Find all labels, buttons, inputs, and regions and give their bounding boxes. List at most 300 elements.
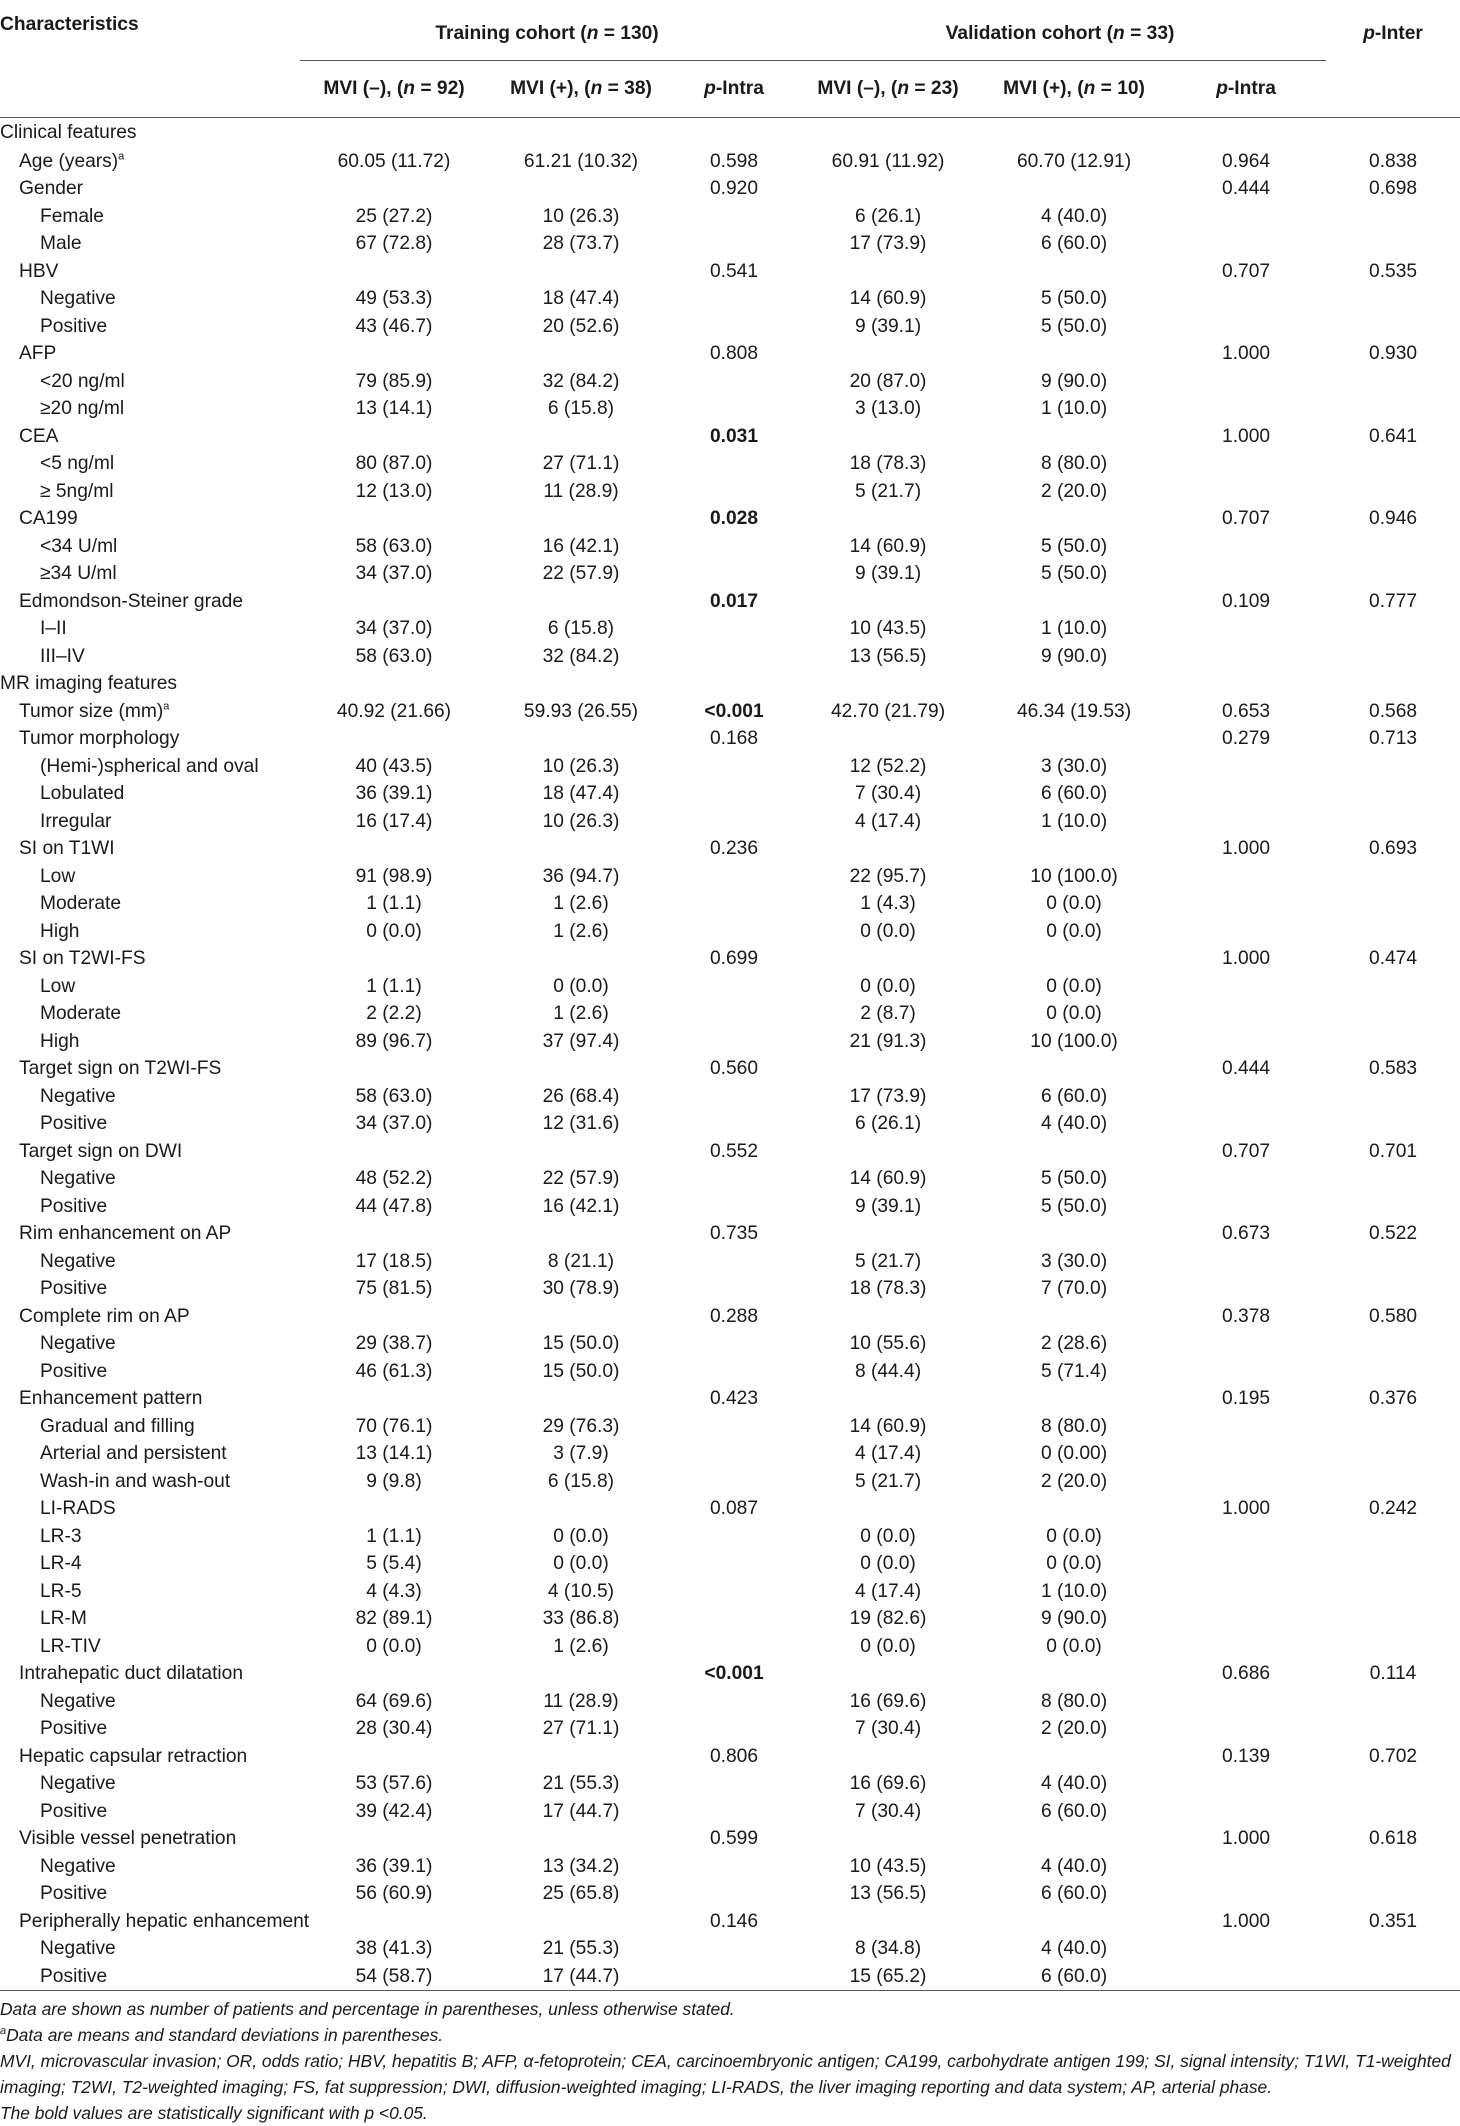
cell-col-6 [1166, 313, 1326, 341]
cell-col-7 [1326, 1578, 1460, 1606]
cell-col-6: 0.673 [1222, 1223, 1271, 1245]
cell-col-5: 5 (50.0) [1040, 1195, 1108, 1217]
row-label: CEA [19, 425, 59, 447]
table-row [0, 1853, 1460, 1881]
row-label: Complete rim on AP [19, 1305, 190, 1327]
cell-col-2: 10 (26.3) [542, 810, 620, 832]
cell-col-4 [794, 258, 982, 286]
cell-col-7 [1326, 891, 1460, 919]
cell-col-5: 5 (50.0) [1040, 315, 1108, 337]
cell-col-3 [674, 753, 794, 781]
cell-col-7: 0.114 [1369, 1663, 1417, 1685]
cell-col-2: 15 (50.0) [542, 1333, 620, 1355]
cell-col-4: 0 (0.0) [860, 1553, 916, 1575]
cell-col-7 [1326, 1523, 1460, 1551]
cell-col-3: 0.236 [710, 838, 759, 860]
cell-col-2: 0 (0.0) [553, 1525, 609, 1547]
cell-col-7 [1326, 1468, 1460, 1496]
cell-col-7: 0.701 [1369, 1140, 1418, 1162]
cell-col-5: 0 (0.00) [1040, 1443, 1108, 1465]
cell-col-2: 17 (44.7) [542, 1800, 620, 1822]
table-row [0, 1688, 1460, 1716]
cell-col-6 [1166, 808, 1326, 836]
cell-col-2: 61.21 (10.32) [523, 150, 639, 172]
row-label: Negative [40, 1250, 116, 1272]
cell-col-2: 6 (15.8) [547, 618, 615, 640]
cell-col-7 [1326, 1248, 1460, 1276]
table-row [0, 258, 1460, 286]
cell-col-6 [1166, 1963, 1326, 1991]
cell-col-1: 1 (1.1) [366, 975, 422, 997]
cell-col-2: 30 (78.9) [542, 1278, 620, 1300]
cell-col-5: 60.70 (12.91) [1016, 150, 1132, 172]
cell-col-6 [1166, 1716, 1326, 1744]
cell-col-5: 0 (0.0) [1046, 893, 1102, 915]
cell-col-7 [1326, 616, 1460, 644]
cell-col-6 [1166, 1331, 1326, 1359]
cell-col-2 [488, 1908, 674, 1936]
cell-col-4 [794, 117, 982, 148]
cell-col-3 [674, 1578, 794, 1606]
cell-col-1: 34 (37.0) [355, 618, 433, 640]
table-row [0, 1716, 1460, 1744]
table-row [0, 451, 1460, 479]
cell-col-5: 0 (0.0) [1046, 920, 1102, 942]
row-label: Gradual and filling [40, 1415, 195, 1437]
table-row [0, 863, 1460, 891]
cell-col-6 [1166, 1276, 1326, 1304]
cell-col-3 [674, 973, 794, 1001]
cell-col-7 [1326, 478, 1460, 506]
cell-col-5 [982, 1661, 1166, 1689]
table-row [0, 726, 1460, 754]
cell-col-6 [1166, 781, 1326, 809]
cell-col-1: 9 (9.8) [366, 1470, 422, 1492]
cell-col-4: 14 (60.9) [849, 1168, 927, 1190]
row-label: Arterial and persistent [40, 1443, 227, 1465]
cell-col-3 [674, 478, 794, 506]
cell-col-4: 42.70 (21.79) [830, 700, 946, 722]
cell-col-6: 0.707 [1222, 1140, 1271, 1162]
row-label: Gender [19, 178, 83, 200]
cell-col-6 [1166, 918, 1326, 946]
cell-col-4: 7 (30.4) [854, 1800, 922, 1822]
cell-col-5: 0 (0.0) [1046, 1635, 1102, 1657]
cell-col-7: 0.618 [1369, 1828, 1418, 1850]
cell-col-1: 44 (47.8) [355, 1195, 433, 1217]
footnote: Data are shown as number of patients and percentage in parentheses, unless otherwise stated. [0, 1999, 735, 2019]
cell-col-1: 48 (52.2) [355, 1168, 433, 1190]
cell-col-5: 2 (28.6) [1040, 1333, 1108, 1355]
table-row [0, 1331, 1460, 1359]
row-label: Low [40, 865, 76, 887]
cell-col-2: 21 (55.3) [542, 1773, 620, 1795]
row-label: <34 U/ml [40, 535, 118, 557]
table-row [0, 286, 1460, 314]
cell-col-1: 53 (57.6) [355, 1773, 433, 1795]
cell-col-3 [674, 1413, 794, 1441]
cell-col-3 [674, 286, 794, 314]
cell-col-4 [794, 176, 982, 204]
cell-col-3 [674, 891, 794, 919]
row-label: Rim enhancement on AP [19, 1223, 232, 1245]
row-label: Positive [40, 1360, 108, 1382]
cell-col-5: 4 (40.0) [1040, 1938, 1108, 1960]
cell-col-5: 10 (100.0) [1030, 865, 1118, 887]
cell-col-5 [982, 588, 1166, 616]
table-row [0, 1881, 1460, 1909]
cell-col-6 [1166, 671, 1326, 699]
table-row [0, 1743, 1460, 1771]
cell-col-3 [674, 781, 794, 809]
cell-col-1: 58 (63.0) [355, 645, 433, 667]
subheader-col-1: MVI (–), (n = 92) [300, 60, 488, 117]
cell-col-6 [1166, 1881, 1326, 1909]
cell-col-2: 33 (86.8) [542, 1608, 620, 1630]
cell-col-1: 56 (60.9) [355, 1883, 433, 1905]
cell-col-1 [300, 671, 488, 699]
subheader-col-3: p-Intra [674, 60, 794, 117]
cell-col-1: 58 (63.0) [355, 1085, 433, 1107]
row-label: Edmondson-Steiner grade [19, 590, 243, 612]
cell-col-3 [674, 1853, 794, 1881]
cell-col-3 [674, 808, 794, 836]
cell-col-6: 1.000 [1222, 838, 1271, 860]
cell-col-2: 22 (57.9) [542, 563, 620, 585]
subheader-col-2: MVI (+), (n = 38) [488, 60, 674, 117]
cell-col-6 [1166, 117, 1326, 148]
row-label: HBV [19, 260, 59, 282]
subheader-col-6: p-Intra [1166, 60, 1326, 117]
cell-col-3 [674, 1111, 794, 1139]
table-row [0, 836, 1460, 864]
cell-col-3: 0.598 [710, 150, 759, 172]
cell-col-6 [1166, 1111, 1326, 1139]
table-row [0, 1166, 1460, 1194]
table-row [0, 1798, 1460, 1826]
cell-col-7 [1326, 1936, 1460, 1964]
cell-col-5 [982, 1826, 1166, 1854]
header-p-inter: p-Inter [1363, 23, 1423, 44]
cell-col-5: 9 (90.0) [1040, 645, 1108, 667]
subheader-col-4: MVI (–), (n = 23) [794, 60, 982, 117]
cell-col-5 [982, 726, 1166, 754]
cell-col-2: 18 (47.4) [542, 783, 620, 805]
cell-col-1: 2 (2.2) [366, 1003, 422, 1025]
table-row [0, 313, 1460, 341]
cell-col-7: 0.702 [1369, 1745, 1418, 1767]
cell-col-7 [1326, 1001, 1460, 1029]
cell-col-3 [674, 1523, 794, 1551]
cell-col-6 [1166, 1413, 1326, 1441]
cell-col-5: 9 (90.0) [1040, 370, 1108, 392]
cell-col-5 [982, 506, 1166, 534]
cell-col-5 [982, 1056, 1166, 1084]
cell-col-4: 7 (30.4) [854, 1718, 922, 1740]
cell-col-5: 10 (100.0) [1030, 1030, 1118, 1052]
cell-col-3: 0.808 [710, 343, 759, 365]
cell-col-5: 0 (0.0) [1046, 975, 1102, 997]
header-characteristics: Characteristics [0, 14, 139, 35]
cell-col-1: 39 (42.4) [355, 1800, 433, 1822]
cell-col-1: 29 (38.7) [355, 1333, 433, 1355]
cell-col-4: 16 (69.6) [849, 1690, 927, 1712]
cell-col-4 [794, 836, 982, 864]
table-row [0, 1661, 1460, 1689]
cell-col-4 [794, 1138, 982, 1166]
cell-col-1: 91 (98.9) [355, 865, 433, 887]
row-label: Clinical features [0, 121, 137, 143]
cell-col-6 [1166, 478, 1326, 506]
cell-col-1: 0 (0.0) [366, 1635, 422, 1657]
cell-col-6 [1166, 533, 1326, 561]
cell-col-1 [300, 506, 488, 534]
cell-col-2: 20 (52.6) [542, 315, 620, 337]
cell-col-2: 0 (0.0) [553, 975, 609, 997]
cell-col-4: 8 (34.8) [854, 1938, 922, 1960]
table-row [0, 533, 1460, 561]
cell-col-7: 0.693 [1369, 838, 1418, 860]
cell-col-3: 0.699 [710, 948, 759, 970]
cell-col-2 [488, 588, 674, 616]
cell-col-5: 8 (80.0) [1040, 1690, 1108, 1712]
cell-col-5: 4 (40.0) [1040, 1855, 1108, 1877]
cell-col-5 [982, 836, 1166, 864]
cell-col-6 [1166, 863, 1326, 891]
table-row [0, 781, 1460, 809]
table-row [0, 1413, 1460, 1441]
cell-col-7 [1326, 1331, 1460, 1359]
row-label: Moderate [40, 893, 122, 915]
cell-col-7: 0.698 [1369, 178, 1418, 200]
row-label: (Hemi-)spherical and oval [40, 755, 259, 777]
cell-col-6 [1166, 561, 1326, 589]
cell-col-4 [794, 1221, 982, 1249]
cell-col-2: 3 (7.9) [553, 1443, 609, 1465]
cell-col-1: 54 (58.7) [300, 1963, 488, 1991]
cell-col-4: 15 (65.2) [794, 1963, 982, 1991]
cell-col-4: 8 (44.4) [854, 1360, 922, 1382]
cell-col-4: 18 (78.3) [849, 453, 927, 475]
cell-col-1: 5 (5.4) [366, 1553, 422, 1575]
cell-col-7 [1326, 1413, 1460, 1441]
cell-col-3: 0.017 [710, 590, 759, 612]
cell-col-4: 17 (73.9) [849, 1085, 927, 1107]
table-body [0, 117, 1460, 1991]
cell-col-2: 1 (2.6) [553, 1635, 609, 1657]
cell-col-1 [300, 341, 488, 369]
cell-col-5 [982, 423, 1166, 451]
cell-col-2: 16 (42.1) [542, 1195, 620, 1217]
row-label: Negative [40, 1938, 116, 1960]
table-row [0, 1496, 1460, 1524]
cell-col-3: 0.288 [710, 1305, 759, 1327]
row-label: III–IV [40, 645, 85, 667]
cell-col-5: 3 (30.0) [1040, 1250, 1108, 1272]
cell-col-6 [1166, 973, 1326, 1001]
table-row [0, 176, 1460, 204]
row-label: LR-5 [40, 1580, 82, 1602]
cell-col-4 [794, 1661, 982, 1689]
table-row [0, 117, 1460, 148]
cell-col-1: 64 (69.6) [355, 1690, 433, 1712]
cell-col-2: 29 (76.3) [542, 1415, 620, 1437]
cell-col-1 [300, 588, 488, 616]
cell-col-4 [794, 1056, 982, 1084]
cell-col-6 [1166, 1248, 1326, 1276]
row-label: Target sign on DWI [19, 1140, 183, 1162]
cell-col-1 [300, 117, 488, 148]
table-row [0, 1386, 1460, 1414]
cell-col-7 [1326, 1633, 1460, 1661]
row-label: ≥ 5ng/ml [40, 480, 114, 502]
cell-col-2: 4 (10.5) [547, 1580, 615, 1602]
cell-col-3 [674, 396, 794, 424]
cell-col-7 [1326, 1441, 1460, 1469]
cell-col-2 [488, 1138, 674, 1166]
cell-col-7 [1326, 643, 1460, 671]
cell-col-1 [300, 1743, 488, 1771]
header-training-cohort: Training cohort (n = 130) [300, 0, 794, 60]
cell-col-6 [1166, 1193, 1326, 1221]
cell-col-2 [488, 117, 674, 148]
cell-col-5 [982, 1908, 1166, 1936]
cell-col-4 [794, 1386, 982, 1414]
cell-col-1: 0 (0.0) [366, 920, 422, 942]
row-label: Positive [40, 1195, 108, 1217]
cell-col-5: 6 (60.0) [1040, 1085, 1108, 1107]
cell-col-6: 1.000 [1222, 343, 1271, 365]
cell-col-6: 0.195 [1222, 1388, 1271, 1410]
cell-col-7: 0.242 [1369, 1498, 1418, 1520]
table-row [0, 616, 1460, 644]
cell-col-6 [1166, 203, 1326, 231]
cell-col-1: 82 (89.1) [355, 1608, 433, 1630]
cell-col-7 [1326, 368, 1460, 396]
table-row [0, 1936, 1460, 1964]
cell-col-4: 10 (43.5) [849, 1855, 927, 1877]
table-row [0, 1468, 1460, 1496]
cell-col-4: 2 (8.7) [860, 1003, 916, 1025]
table-row [0, 148, 1460, 176]
cell-col-4: 6 (26.1) [854, 205, 922, 227]
cell-col-4: 0 (0.0) [860, 1635, 916, 1657]
row-label: Negative [40, 1855, 116, 1877]
cell-col-6 [1166, 1606, 1326, 1634]
cell-col-2 [488, 726, 674, 754]
cell-col-1 [300, 176, 488, 204]
cell-col-3 [674, 1468, 794, 1496]
row-label: Target sign on T2WI-FS [19, 1058, 222, 1080]
row-label: Peripherally hepatic enhancement [19, 1910, 310, 1932]
row-label: Positive [40, 1800, 108, 1822]
cell-col-5 [982, 1221, 1166, 1249]
row-label: Irregular [40, 810, 112, 832]
cell-col-4: 12 (52.2) [849, 755, 927, 777]
table-row [0, 808, 1460, 836]
cell-col-2: 28 (73.7) [542, 233, 620, 255]
cell-col-1: 1 (1.1) [366, 1525, 422, 1547]
cell-col-3: 0.806 [710, 1745, 759, 1767]
cell-col-2: 10 (26.3) [542, 755, 620, 777]
row-label: Wash-in and wash-out [40, 1470, 231, 1492]
subheader-blank-inter [1326, 60, 1460, 117]
cell-col-5: 0 (0.0) [1046, 1553, 1102, 1575]
cell-col-5 [982, 946, 1166, 974]
footnote: The bold values are statistically significant with p <0.05. [0, 2103, 428, 2123]
cell-col-1: 17 (18.5) [355, 1250, 433, 1272]
row-label: Positive [0, 1963, 300, 1991]
cell-col-7 [1326, 1166, 1460, 1194]
cell-col-3: 0.031 [710, 425, 759, 447]
cell-col-4: 0 (0.0) [860, 1525, 916, 1547]
cell-col-1: 75 (81.5) [355, 1278, 433, 1300]
cell-col-1: 46 (61.3) [355, 1360, 433, 1382]
cell-col-2 [488, 1221, 674, 1249]
cell-col-4: 9 (39.1) [854, 563, 922, 585]
row-label: SI on T2WI-FS [19, 948, 146, 970]
table-row [0, 478, 1460, 506]
table-row [0, 1248, 1460, 1276]
cell-col-4: 0 (0.0) [860, 920, 916, 942]
row-label: SI on T1WI [19, 838, 115, 860]
row-label: ≥34 U/ml [40, 563, 117, 585]
row-label: LR-M [40, 1608, 87, 1630]
cell-col-6: 0.653 [1222, 700, 1271, 722]
cell-col-2: 18 (47.4) [542, 288, 620, 310]
cell-col-2: 11 (28.9) [543, 480, 619, 502]
cell-col-3: 0.028 [710, 508, 759, 530]
cell-col-2: 32 (84.2) [542, 645, 620, 667]
cell-col-3 [674, 1358, 794, 1386]
cell-col-4: 21 (91.3) [849, 1030, 927, 1052]
cell-col-2 [488, 258, 674, 286]
cell-col-4 [794, 1743, 982, 1771]
cell-col-6 [1166, 1633, 1326, 1661]
table-row [0, 1523, 1460, 1551]
cell-col-5: 5 (50.0) [1040, 288, 1108, 310]
cell-col-5 [982, 1386, 1166, 1414]
cell-col-3 [674, 117, 794, 148]
cell-col-1: 79 (85.9) [355, 370, 433, 392]
cell-col-2: 1 (2.6) [553, 893, 609, 915]
cell-col-3: 0.541 [710, 260, 759, 282]
cell-col-1 [300, 1826, 488, 1854]
cell-col-3 [674, 451, 794, 479]
row-label: Tumor morphology [19, 728, 180, 750]
table-row [0, 341, 1460, 369]
table-footnotes [0, 1996, 1460, 2126]
cell-col-3: 0.552 [710, 1140, 759, 1162]
cell-col-3 [674, 368, 794, 396]
cell-col-1: 40 (43.5) [355, 755, 433, 777]
cell-col-5: 1 (10.0) [1040, 618, 1108, 640]
row-label: Positive [40, 1883, 108, 1905]
cell-col-4 [794, 1496, 982, 1524]
cell-col-6: 0.279 [1222, 728, 1271, 750]
cell-col-5 [982, 1496, 1166, 1524]
cell-col-3 [674, 1936, 794, 1964]
cell-col-3 [674, 616, 794, 644]
cell-col-3: 0.423 [710, 1388, 759, 1410]
row-label: AFP [19, 343, 57, 365]
cell-col-4: 1 (4.3) [860, 893, 916, 915]
cell-col-3 [674, 1606, 794, 1634]
cell-col-3 [674, 1331, 794, 1359]
cell-col-7: 0.474 [1369, 948, 1418, 970]
cell-col-1: 67 (72.8) [355, 233, 433, 255]
table-row [0, 1001, 1460, 1029]
